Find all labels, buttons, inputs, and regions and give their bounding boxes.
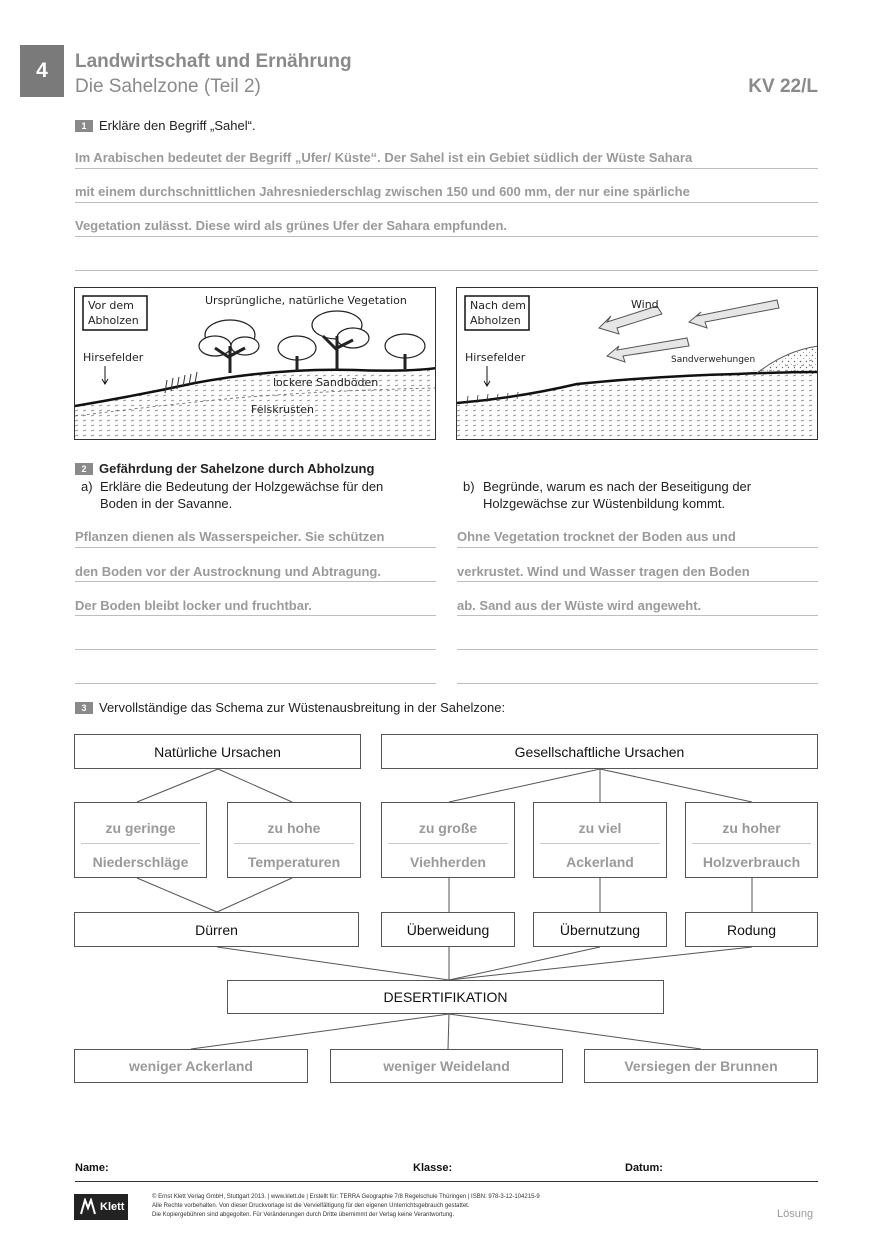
before-box-line1: Vor dem xyxy=(88,299,134,312)
worksheet-code: KV 22/L xyxy=(748,76,818,97)
after-box-line1: Nach dem xyxy=(470,299,526,312)
task-number-badge: 2 xyxy=(75,463,93,475)
copyright-line-1: © Ernst Klett Verlag GmbH, Stuttgart 2013. | www.klett.de | Erstellt für: TERRA Geographie 7/8 Regelschule Thüringen | ISBN: 978-3-12-104215-9 xyxy=(152,1194,540,1200)
effect-box-drought: Dürren xyxy=(74,912,359,947)
task1-prompt-text: Erkläre den Begriff „Sahel“. xyxy=(99,118,256,133)
task2a-line2: Boden in der Savanne. xyxy=(100,496,233,511)
natural-vegetation-label: Ursprüngliche, natürliche Vegetation xyxy=(205,294,407,307)
klett-logo-text: Klett xyxy=(100,1201,125,1213)
sand-drift-label: Sandverwehungen xyxy=(671,355,756,365)
effect-box-overuse: Übernutzung xyxy=(533,912,667,947)
effect-box-clearing: Rodung xyxy=(685,912,818,947)
copyright-line-3: Die Kopiergebühren sind abgegolten. Für Veränderungen durch Dritte übernimmt der Verlag keine Verantwortung. xyxy=(152,1212,455,1218)
crust-label: Felskrusten xyxy=(251,403,314,416)
cause-line1: zu viel xyxy=(578,820,622,836)
class-label: Klasse: xyxy=(413,1162,453,1174)
cause-divider xyxy=(388,843,508,844)
effect-box-overgrazing: Überweidung xyxy=(381,912,515,947)
date-label: Datum: xyxy=(625,1162,663,1174)
task2b-line1: Begründe, warum es nach der Beseitigung der xyxy=(483,479,752,494)
cause-divider xyxy=(540,843,660,844)
cause-box-temperature xyxy=(227,802,361,878)
wind-label: Wind xyxy=(631,298,659,311)
cause-line1: zu geringe xyxy=(105,820,176,836)
cause-divider xyxy=(692,843,811,844)
desertification-box: DESERTIFIKATION xyxy=(227,980,664,1014)
cause-line1: zu große xyxy=(418,820,478,836)
result-box-less-pasture: weniger Weideland xyxy=(330,1049,563,1083)
task3-prompt-text: Vervollständige das Schema zur Wüstenausbreitung in der Sahelzone: xyxy=(99,700,506,715)
cause-line2: Holzverbrauch xyxy=(702,854,801,870)
task1-answer-line-3: Vegetation zulässt. Diese wird als grünes Ufer der Sahara empfunden. xyxy=(75,218,508,233)
page-subtitle: Die Sahelzone (Teil 2) xyxy=(75,76,261,97)
task2a-answer-1: Pflanzen dienen als Wasserspeicher. Sie schützen xyxy=(75,529,385,544)
task2a-line1: Erkläre die Bedeutung der Holzgewächse für den xyxy=(100,479,384,494)
cause-line2: Ackerland xyxy=(566,854,634,870)
task-number-badge: 1 xyxy=(75,120,93,132)
natural-causes-box: Natürliche Ursachen xyxy=(74,734,361,769)
task2a-answer-2: den Boden vor der Austrocknung und Abtragung. xyxy=(75,564,381,579)
cause-line1: zu hoher xyxy=(722,820,781,836)
soil-label: lockere Sandböden xyxy=(273,376,379,389)
task2b-answer-2: verkrustet. Wind und Wasser tragen den Boden xyxy=(457,564,750,579)
footer-rule xyxy=(75,1181,818,1182)
task2b-answer-1: Ohne Vegetation trocknet der Boden aus und xyxy=(457,529,736,544)
task1-answer-line-1: Im Arabischen bedeutet der Begriff „Ufer/ Küste“. Der Sahel ist ein Gebiet südlich der Wüste Sahara xyxy=(75,150,693,165)
task2b-line2: Holzgewächse zur Wüstenbildung kommt. xyxy=(483,496,726,511)
task-number-badge: 3 xyxy=(75,702,93,714)
cause-box-precipitation xyxy=(74,802,207,878)
cause-line2: Niederschläge xyxy=(92,854,189,870)
klett-emblem-icon xyxy=(79,1198,97,1216)
cause-box-farmland xyxy=(533,802,667,878)
task2b-answer-3: ab. Sand aus der Wüste wird angeweht. xyxy=(457,598,702,613)
task2a-answer-3: Der Boden bleibt locker und fruchtbar. xyxy=(75,598,312,613)
hirse-label-right: Hirsefelder xyxy=(465,351,526,364)
page-title: Landwirtschaft und Ernährung xyxy=(75,51,352,72)
result-box-less-farmland: weniger Ackerland xyxy=(74,1049,308,1083)
after-box-line2: Abholzen xyxy=(470,314,521,327)
before-box-line2: Abholzen xyxy=(88,314,139,327)
cause-box-wood xyxy=(685,802,818,878)
task2b-label: b) xyxy=(463,479,475,494)
task1-answer-line-2: mit einem durchschnittlichen Jahresniederschlag zwischen 150 und 600 mm, der nur eine spärliche xyxy=(75,184,690,199)
task2-title-text: Gefährdung der Sahelzone durch Abholzung xyxy=(99,461,375,476)
cause-line2: Viehherden xyxy=(410,854,486,870)
task2a-label: a) xyxy=(81,479,93,494)
hirse-label-left: Hirsefelder xyxy=(83,351,144,364)
klett-logo xyxy=(74,1194,128,1220)
cause-line2: Temperaturen xyxy=(247,854,341,870)
cause-divider xyxy=(234,843,354,844)
copyright-line-2: Alle Rechte vorbehalten. Von dieser Druckvorlage ist die Vervielfältigung für den eigenen Unterrichtsgebrauch gestattet. xyxy=(152,1203,470,1209)
chapter-badge: 4 xyxy=(20,45,64,97)
cause-divider xyxy=(81,843,200,844)
social-causes-box: Gesellschaftliche Ursachen xyxy=(381,734,818,769)
cause-box-livestock xyxy=(381,802,515,878)
solution-label: Lösung xyxy=(777,1208,814,1220)
name-label: Name: xyxy=(75,1162,109,1174)
cause-line1: zu hohe xyxy=(267,820,321,836)
result-box-wells-drying: Versiegen der Brunnen xyxy=(584,1049,818,1083)
